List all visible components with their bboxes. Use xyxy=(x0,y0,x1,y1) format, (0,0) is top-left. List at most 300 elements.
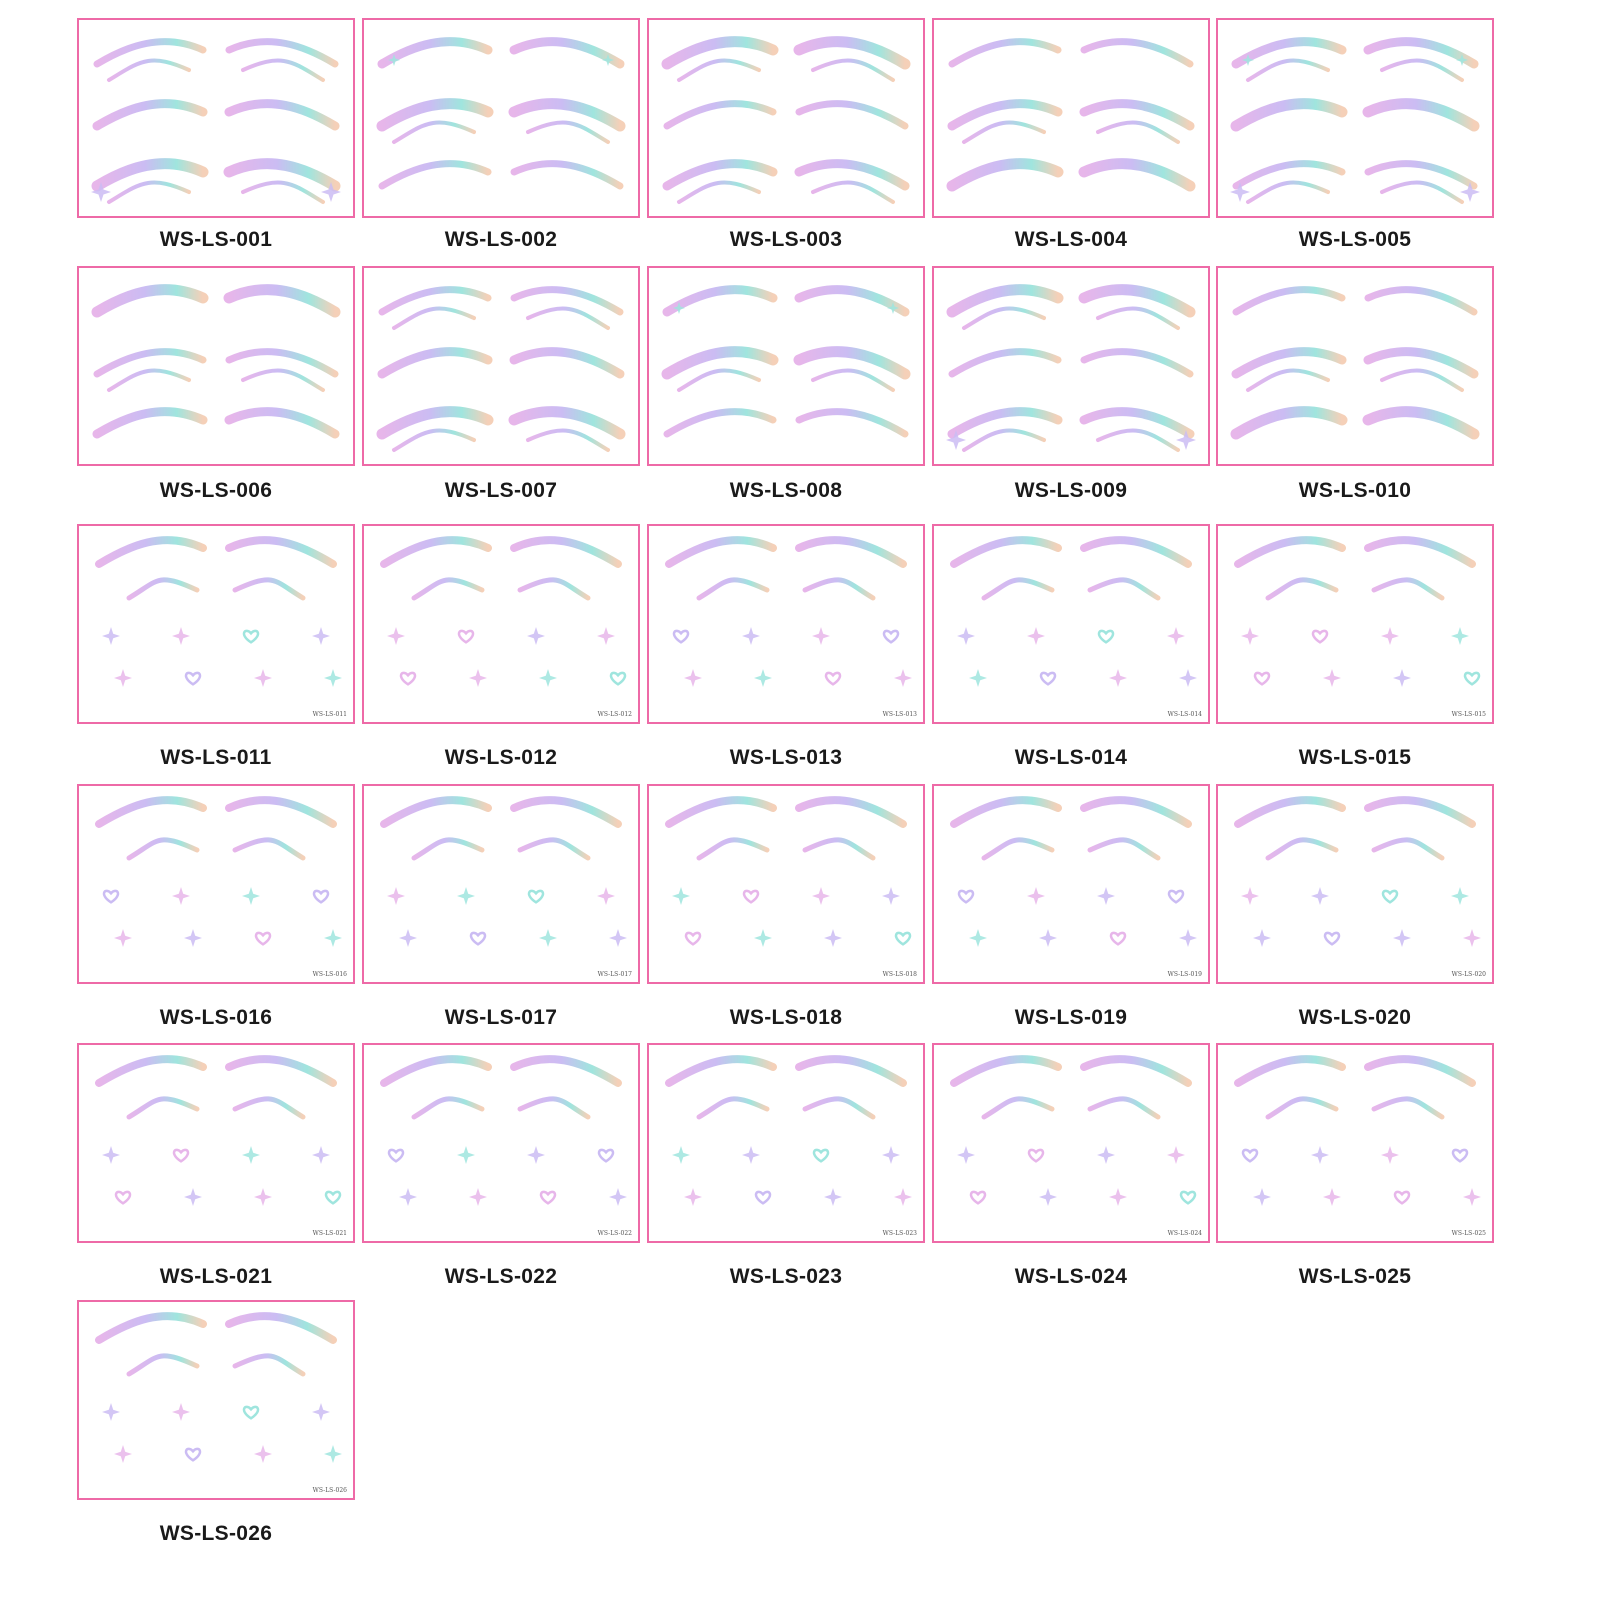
eyeliner-wing-shape xyxy=(235,1356,303,1374)
heart-sticker-shape xyxy=(971,1192,985,1203)
eyeliner-wing-shape xyxy=(520,1099,588,1117)
eyeliner-wing-shape xyxy=(1084,1059,1188,1083)
eyeliner-wing-shape xyxy=(1084,164,1190,186)
sparkle-sticker-shape xyxy=(1179,669,1197,687)
sparkle-sticker-shape xyxy=(102,627,120,645)
eyeliner-wing-shape xyxy=(99,1059,203,1083)
tattoo-sheet-card[interactable] xyxy=(1216,18,1494,218)
tattoo-sheet-card[interactable] xyxy=(77,1043,355,1243)
eyeliner-wing-shape xyxy=(99,800,203,824)
eyeliner-wing-shape xyxy=(984,1099,1052,1117)
eyeliner-wing-shape xyxy=(243,61,323,80)
tattoo-sheet-artwork xyxy=(934,20,1208,216)
tattoo-sheet-card[interactable] xyxy=(932,524,1210,724)
heart-sticker-shape xyxy=(174,1150,188,1161)
sparkle-sticker-shape xyxy=(539,669,557,687)
tattoo-sheet-artwork xyxy=(934,1045,1208,1241)
sparkle-sticker-shape xyxy=(387,627,405,645)
sheet-caption: WS-LS-014 xyxy=(1014,746,1128,769)
sparkle-sticker-shape xyxy=(324,669,342,687)
eyeliner-wing-shape xyxy=(528,123,608,142)
sparkle-sticker-shape xyxy=(457,1146,475,1164)
tattoo-sheet-card[interactable] xyxy=(1216,784,1494,984)
eyeliner-wing-shape xyxy=(1368,540,1472,564)
heart-sticker-shape xyxy=(389,1150,403,1161)
tattoo-sheet-card[interactable] xyxy=(932,266,1210,466)
sparkle-sticker-shape xyxy=(1253,929,1271,947)
sparkle-sticker-shape xyxy=(894,1188,912,1206)
heart-sticker-shape xyxy=(896,933,910,944)
heart-sticker-shape xyxy=(186,673,200,684)
tattoo-sheet-card[interactable] xyxy=(77,784,355,984)
sheet-code-label: WS-LS-026 xyxy=(312,1487,347,1494)
eyeliner-wing-shape xyxy=(679,183,759,202)
eyeliner-wing-shape xyxy=(805,1099,873,1117)
eyeliner-wing-shape xyxy=(235,1099,303,1117)
eyeliner-wing-shape xyxy=(952,42,1058,64)
sparkle-sticker-shape xyxy=(1323,669,1341,687)
tattoo-sheet-artwork xyxy=(649,526,923,722)
sheet-code-label: WS-LS-023 xyxy=(882,1230,917,1237)
tattoo-sheet-artwork xyxy=(934,268,1208,464)
sparkle-sticker-shape xyxy=(957,627,975,645)
tattoo-sheet-artwork xyxy=(364,268,638,464)
tattoo-sheet-card[interactable] xyxy=(77,1300,355,1500)
sparkle-sticker-shape xyxy=(1451,887,1469,905)
eyeliner-wing-shape xyxy=(1238,1059,1342,1083)
tattoo-sheet-card[interactable] xyxy=(362,266,640,466)
eyeliner-wing-shape xyxy=(679,371,759,390)
eyeliner-wing-shape xyxy=(954,540,1058,564)
heart-sticker-shape xyxy=(1325,933,1339,944)
sparkle-sticker-shape xyxy=(242,887,260,905)
tattoo-sheet-artwork xyxy=(364,20,638,216)
eyeliner-wing-shape xyxy=(1090,580,1158,598)
heart-sticker-shape xyxy=(186,1449,200,1460)
sparkle-sticker-shape xyxy=(399,929,417,947)
tattoo-sheet-artwork xyxy=(79,1045,353,1241)
sparkle-sticker-shape xyxy=(812,887,830,905)
sheet-caption: WS-LS-015 xyxy=(1298,746,1412,769)
sparkle-sticker-shape xyxy=(824,1188,842,1206)
heart-sticker-shape xyxy=(1029,1150,1043,1161)
tattoo-sheet-card[interactable] xyxy=(932,1043,1210,1243)
eyeliner-wing-shape xyxy=(99,1316,203,1340)
sparkle-sticker-shape xyxy=(172,887,190,905)
eyeliner-wing-shape xyxy=(394,431,474,450)
sheet-caption: WS-LS-003 xyxy=(729,228,843,251)
sparkle-sticker-shape xyxy=(102,1146,120,1164)
tattoo-sheet-artwork xyxy=(1218,1045,1492,1241)
sparkle-sticker-shape xyxy=(1027,627,1045,645)
sparkle-sticker-shape xyxy=(812,627,830,645)
eyeliner-wing-shape xyxy=(667,412,773,434)
eyeliner-wing-shape xyxy=(984,580,1052,598)
sparkle-sticker-shape xyxy=(597,627,615,645)
eyeliner-wing-shape xyxy=(1238,540,1342,564)
eyeliner-wing-shape xyxy=(229,412,335,434)
sparkle-sticker-shape xyxy=(894,669,912,687)
sheet-caption: WS-LS-009 xyxy=(1014,479,1128,502)
eyeliner-wing-shape xyxy=(1090,1099,1158,1117)
eyeliner-wing-shape xyxy=(528,431,608,450)
tattoo-sheet-card[interactable] xyxy=(1216,266,1494,466)
sparkle-sticker-shape xyxy=(539,929,557,947)
tattoo-sheet-card[interactable] xyxy=(362,18,640,218)
heart-sticker-shape xyxy=(1243,1150,1257,1161)
sparkle-sticker-shape xyxy=(1311,887,1329,905)
sparkle-sticker-shape xyxy=(742,627,760,645)
heart-sticker-shape xyxy=(116,1192,130,1203)
tattoo-sheet-artwork xyxy=(1218,268,1492,464)
heart-sticker-shape xyxy=(256,933,270,944)
sparkle-sticker-shape xyxy=(312,1146,330,1164)
heart-sticker-shape xyxy=(884,631,898,642)
heart-sticker-shape xyxy=(1041,673,1055,684)
heart-sticker-shape xyxy=(1313,631,1327,642)
sparkle-sticker-shape xyxy=(1463,929,1481,947)
sheet-caption: WS-LS-005 xyxy=(1298,228,1412,251)
heart-sticker-shape xyxy=(244,1407,258,1418)
tattoo-sheet-artwork xyxy=(79,786,353,982)
sparkle-sticker-shape xyxy=(312,1403,330,1421)
sparkle-sticker-shape xyxy=(242,1146,260,1164)
eyeliner-wing-shape xyxy=(669,800,773,824)
eyeliner-wing-shape xyxy=(129,1356,197,1374)
eyeliner-wing-shape xyxy=(1268,580,1336,598)
sheet-caption: WS-LS-001 xyxy=(159,228,273,251)
eyeliner-wing-shape xyxy=(964,309,1044,328)
sheet-code-label: WS-LS-018 xyxy=(882,971,917,978)
sparkle-sticker-shape xyxy=(672,887,690,905)
eyeliner-wing-shape xyxy=(813,183,893,202)
tattoo-sheet-card[interactable] xyxy=(647,266,925,466)
eyeliner-wing-shape xyxy=(99,540,203,564)
eyeliner-wing-shape xyxy=(699,580,767,598)
eyeliner-wing-shape xyxy=(1248,183,1328,202)
eyeliner-wing-shape xyxy=(1248,61,1328,80)
sheet-code-label: WS-LS-012 xyxy=(597,711,632,718)
sheet-code-label: WS-LS-017 xyxy=(597,971,632,978)
tattoo-sheet-card[interactable] xyxy=(362,1043,640,1243)
sparkle-sticker-shape xyxy=(1311,1146,1329,1164)
heart-sticker-shape xyxy=(1169,891,1183,902)
sparkle-sticker-shape xyxy=(1109,1188,1127,1206)
sheet-caption: WS-LS-026 xyxy=(159,1522,273,1545)
eyeliner-wing-shape xyxy=(229,104,335,126)
sparkle-sticker-shape xyxy=(102,1403,120,1421)
eyeliner-wing-shape xyxy=(229,800,333,824)
sheet-caption: WS-LS-007 xyxy=(444,479,558,502)
tattoo-sheet-artwork xyxy=(649,268,923,464)
eyeliner-wing-shape xyxy=(243,183,323,202)
sheet-caption: WS-LS-002 xyxy=(444,228,558,251)
sparkle-sticker-shape xyxy=(1241,627,1259,645)
heart-sticker-shape xyxy=(674,631,688,642)
eyeliner-wing-shape xyxy=(382,352,488,374)
eyeliner-wing-shape xyxy=(954,1059,1058,1083)
sheet-caption: WS-LS-024 xyxy=(1014,1265,1128,1288)
tattoo-sheet-artwork xyxy=(649,786,923,982)
sparkle-sticker-shape xyxy=(1463,1188,1481,1206)
eyeliner-wing-shape xyxy=(414,580,482,598)
eyeliner-wing-shape xyxy=(799,104,905,126)
eyeliner-wing-shape xyxy=(699,1099,767,1117)
eyeliner-wing-shape xyxy=(229,1316,333,1340)
tattoo-sheet-card[interactable] xyxy=(647,784,925,984)
tattoo-sheet-card[interactable] xyxy=(932,18,1210,218)
eyeliner-wing-shape xyxy=(520,840,588,858)
eyeliner-wing-shape xyxy=(229,1059,333,1083)
eyeliner-wing-shape xyxy=(669,1059,773,1083)
tattoo-sheet-card[interactable] xyxy=(77,266,355,466)
sheet-caption: WS-LS-012 xyxy=(444,746,558,769)
sparkle-sticker-shape xyxy=(1381,627,1399,645)
sparkle-sticker-shape xyxy=(1097,887,1115,905)
sparkle-sticker-shape xyxy=(254,669,272,687)
sparkle-sticker-shape xyxy=(684,669,702,687)
eyeliner-wing-shape xyxy=(964,431,1044,450)
tattoo-sheet-artwork xyxy=(934,786,1208,982)
eyeliner-wing-shape xyxy=(109,61,189,80)
eyeliner-wing-shape xyxy=(1382,371,1462,390)
eyeliner-wing-shape xyxy=(669,540,773,564)
tattoo-sheet-artwork xyxy=(1218,786,1492,982)
sheet-caption: WS-LS-020 xyxy=(1298,1006,1412,1029)
sparkle-sticker-shape xyxy=(172,627,190,645)
sparkle-sticker-shape xyxy=(1039,929,1057,947)
heart-sticker-shape xyxy=(326,1192,340,1203)
tattoo-sheet-artwork xyxy=(79,526,353,722)
heart-sticker-shape xyxy=(744,891,758,902)
sheet-caption: WS-LS-019 xyxy=(1014,1006,1128,1029)
sparkle-sticker-shape xyxy=(399,1188,417,1206)
heart-sticker-shape xyxy=(959,891,973,902)
sparkle-sticker-shape xyxy=(114,1445,132,1463)
eyeliner-wing-shape xyxy=(1098,309,1178,328)
eyeliner-wing-shape xyxy=(1238,800,1342,824)
sparkle-sticker-shape xyxy=(1393,669,1411,687)
eyeliner-wing-shape xyxy=(514,540,618,564)
sheet-caption: WS-LS-011 xyxy=(160,746,272,769)
tattoo-sheet-card[interactable] xyxy=(362,784,640,984)
eyeliner-wing-shape xyxy=(514,352,620,374)
eyeliner-wing-shape xyxy=(954,800,1058,824)
eyeliner-wing-shape xyxy=(382,164,488,186)
heart-sticker-shape xyxy=(401,673,415,684)
eyeliner-wing-shape xyxy=(1236,412,1342,434)
eyeliner-wing-shape xyxy=(1374,840,1442,858)
tattoo-sheet-card[interactable] xyxy=(1216,1043,1494,1243)
heart-sticker-shape xyxy=(756,1192,770,1203)
heart-sticker-shape xyxy=(1383,891,1397,902)
eyeliner-wing-shape xyxy=(1368,290,1474,312)
heart-sticker-shape xyxy=(541,1192,555,1203)
eyeliner-wing-shape xyxy=(414,1099,482,1117)
eyeliner-wing-shape xyxy=(129,1099,197,1117)
tattoo-sheet-artwork xyxy=(364,1045,638,1241)
heart-sticker-shape xyxy=(1111,933,1125,944)
heart-sticker-shape xyxy=(599,1150,613,1161)
sparkle-sticker-shape xyxy=(1241,887,1259,905)
tattoo-sheet-card[interactable] xyxy=(362,524,640,724)
tattoo-sheet-card[interactable] xyxy=(647,1043,925,1243)
eyeliner-wing-shape xyxy=(414,840,482,858)
tattoo-sheet-artwork xyxy=(649,20,923,216)
eyeliner-wing-shape xyxy=(1382,183,1462,202)
sparkle-sticker-shape xyxy=(1323,1188,1341,1206)
tattoo-sheet-artwork xyxy=(79,20,353,216)
sheet-code-label: WS-LS-025 xyxy=(1451,1230,1486,1237)
sparkle-sticker-shape xyxy=(324,929,342,947)
sparkle-sticker-shape xyxy=(882,1146,900,1164)
sheet-code-label: WS-LS-016 xyxy=(312,971,347,978)
eyeliner-wing-shape xyxy=(805,580,873,598)
sparkle-sticker-shape xyxy=(684,1188,702,1206)
eyeliner-wing-shape xyxy=(813,371,893,390)
eyeliner-wing-shape xyxy=(699,840,767,858)
eyeliner-wing-shape xyxy=(799,412,905,434)
eyeliner-wing-shape xyxy=(235,840,303,858)
sheet-caption: WS-LS-023 xyxy=(729,1265,843,1288)
eyeliner-wing-shape xyxy=(1374,580,1442,598)
eyeliner-wing-shape xyxy=(667,104,773,126)
eyeliner-wing-shape xyxy=(520,580,588,598)
tattoo-sheet-card[interactable] xyxy=(647,18,925,218)
heart-sticker-shape xyxy=(814,1150,828,1161)
sheet-code-label: WS-LS-021 xyxy=(312,1230,347,1237)
tattoo-sheet-artwork xyxy=(364,786,638,982)
sparkle-sticker-shape xyxy=(184,929,202,947)
eyeliner-wing-shape xyxy=(1268,1099,1336,1117)
sheet-code-label: WS-LS-019 xyxy=(1167,971,1202,978)
sparkle-sticker-shape xyxy=(754,929,772,947)
sparkle-sticker-shape xyxy=(1167,627,1185,645)
heart-sticker-shape xyxy=(1453,1150,1467,1161)
sparkle-sticker-shape xyxy=(1451,627,1469,645)
sheet-code-label: WS-LS-013 xyxy=(882,711,917,718)
sparkle-sticker-shape xyxy=(824,929,842,947)
sheet-code-label: WS-LS-011 xyxy=(312,711,347,718)
eyeliner-wing-shape xyxy=(1084,540,1188,564)
sheet-caption: WS-LS-016 xyxy=(159,1006,273,1029)
tattoo-sheet-artwork xyxy=(79,1302,353,1498)
heart-sticker-shape xyxy=(104,891,118,902)
heart-sticker-shape xyxy=(1255,673,1269,684)
sparkle-sticker-shape xyxy=(672,1146,690,1164)
eyeliner-wing-shape xyxy=(799,540,903,564)
eyeliner-wing-shape xyxy=(813,61,893,80)
sparkle-sticker-shape xyxy=(114,929,132,947)
sparkle-sticker-shape xyxy=(254,1445,272,1463)
sparkle-sticker-shape xyxy=(114,669,132,687)
sheet-code-label: WS-LS-014 xyxy=(1167,711,1202,718)
sparkle-sticker-shape xyxy=(1097,1146,1115,1164)
tattoo-sheet-card[interactable] xyxy=(77,18,355,218)
heart-sticker-shape xyxy=(1465,673,1479,684)
sparkle-sticker-shape xyxy=(609,929,627,947)
sparkle-sticker-shape xyxy=(1027,887,1045,905)
sheet-caption: WS-LS-008 xyxy=(729,479,843,502)
sparkle-sticker-shape xyxy=(184,1188,202,1206)
eyeliner-wing-shape xyxy=(1090,840,1158,858)
sheet-caption: WS-LS-004 xyxy=(1014,228,1128,251)
eyeliner-wing-shape xyxy=(394,123,474,142)
tattoo-sheet-artwork xyxy=(364,526,638,722)
eyeliner-wing-shape xyxy=(1368,800,1472,824)
sheet-caption: WS-LS-010 xyxy=(1298,479,1412,502)
sparkle-sticker-shape xyxy=(882,887,900,905)
eyeliner-wing-shape xyxy=(394,309,474,328)
tattoo-sheet-artwork xyxy=(79,268,353,464)
eyeliner-wing-shape xyxy=(528,309,608,328)
heart-sticker-shape xyxy=(244,631,258,642)
eyeliner-wing-shape xyxy=(964,123,1044,142)
sheet-code-label: WS-LS-015 xyxy=(1451,711,1486,718)
eyeliner-wing-shape xyxy=(1098,431,1178,450)
eyeliner-wing-shape xyxy=(952,352,1058,374)
sparkle-sticker-shape xyxy=(527,1146,545,1164)
heart-sticker-shape xyxy=(471,933,485,944)
eyeliner-wing-shape xyxy=(243,371,323,390)
sparkle-sticker-shape xyxy=(1039,1188,1057,1206)
sparkle-sticker-shape xyxy=(312,627,330,645)
eyeliner-wing-shape xyxy=(1084,800,1188,824)
sparkle-sticker-shape xyxy=(387,887,405,905)
sheet-caption: WS-LS-021 xyxy=(159,1265,273,1288)
heart-sticker-shape xyxy=(686,933,700,944)
eyeliner-wing-shape xyxy=(1084,352,1190,374)
tattoo-sheet-card[interactable] xyxy=(647,524,925,724)
sparkle-sticker-shape xyxy=(1167,1146,1185,1164)
sparkle-sticker-shape xyxy=(172,1403,190,1421)
sheet-code-label: WS-LS-020 xyxy=(1451,971,1486,978)
sheet-caption: WS-LS-017 xyxy=(444,1006,558,1029)
eyeliner-wing-shape xyxy=(97,104,203,126)
sheet-caption: WS-LS-022 xyxy=(444,1265,558,1288)
heart-sticker-shape xyxy=(1099,631,1113,642)
eyeliner-wing-shape xyxy=(1236,104,1342,126)
eyeliner-wing-shape xyxy=(799,800,903,824)
sheet-caption: WS-LS-006 xyxy=(159,479,273,502)
sparkle-sticker-shape xyxy=(754,669,772,687)
heart-sticker-shape xyxy=(529,891,543,902)
tattoo-sheet-card[interactable] xyxy=(1216,524,1494,724)
eyeliner-wing-shape xyxy=(229,290,335,312)
sheet-caption: WS-LS-025 xyxy=(1298,1265,1412,1288)
tattoo-sheet-artwork xyxy=(934,526,1208,722)
heart-sticker-shape xyxy=(1181,1192,1195,1203)
eyeliner-wing-shape xyxy=(235,580,303,598)
eyeliner-wing-shape xyxy=(129,580,197,598)
eyeliner-wing-shape xyxy=(514,1059,618,1083)
tattoo-sheet-artwork xyxy=(1218,526,1492,722)
sheet-caption: WS-LS-013 xyxy=(729,746,843,769)
heart-sticker-shape xyxy=(611,673,625,684)
eyeliner-wing-shape xyxy=(1368,412,1474,434)
sparkle-sticker-shape xyxy=(469,669,487,687)
tattoo-sheet-card[interactable] xyxy=(932,784,1210,984)
heart-sticker-shape xyxy=(1395,1192,1409,1203)
heart-sticker-shape xyxy=(314,891,328,902)
tattoo-sheet-card[interactable] xyxy=(77,524,355,724)
eyeliner-wing-shape xyxy=(952,164,1058,186)
sparkle-sticker-shape xyxy=(527,627,545,645)
eyeliner-wing-shape xyxy=(679,61,759,80)
sparkle-sticker-shape xyxy=(1109,669,1127,687)
eyeliner-wing-shape xyxy=(109,183,189,202)
eyeliner-wing-shape xyxy=(97,290,203,312)
